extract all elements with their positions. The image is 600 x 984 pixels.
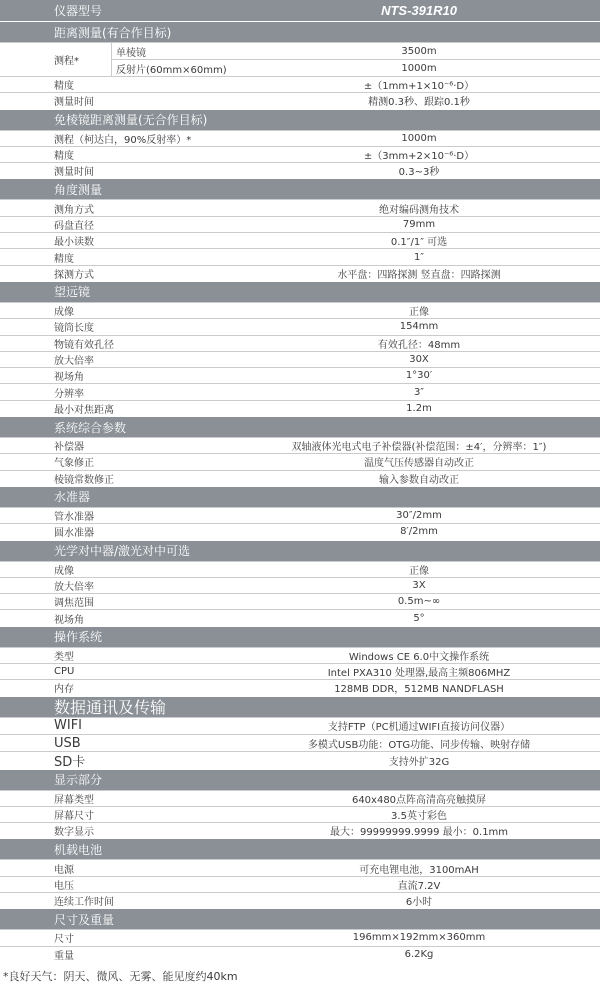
spec-row <box>0 199 600 215</box>
section-title: 系统综合参数 <box>0 416 600 437</box>
spec-label: 精度 <box>54 253 74 265</box>
section-title: 望远镜 <box>0 281 600 302</box>
spec-value: 1″ <box>413 251 425 263</box>
spec-label: 精度 <box>54 151 74 163</box>
spec-row <box>0 335 600 351</box>
section-title: 机载电池 <box>0 838 600 859</box>
spec-value: 1°30′ <box>405 370 433 382</box>
spec-label: CPU <box>54 666 75 678</box>
spec-row <box>0 663 600 679</box>
spec-label: 气象修正 <box>54 458 94 470</box>
spec-row <box>0 577 600 593</box>
spec-value: 30X <box>409 354 429 365</box>
spec-value: 支持FTP（PC机通过WIFI直接访问仪器） <box>327 722 511 734</box>
spec-label: 码盘直径 <box>54 220 94 232</box>
spec-label: 视场角 <box>54 372 84 384</box>
spec-value: 196mm×192mm×360mm <box>352 932 486 944</box>
spec-label: 棱镜常数修正 <box>54 474 114 486</box>
spec-value: 最大：99999999.9999 最小：0.1mm <box>329 827 509 839</box>
spec-row <box>0 318 600 334</box>
range-sub-row <box>112 43 600 59</box>
spec-row <box>0 162 600 178</box>
range-sub-row <box>112 59 600 76</box>
spec-row <box>0 561 600 577</box>
spec-row <box>0 216 600 232</box>
spec-row <box>0 453 600 469</box>
section-title: 免棱镜距离测量(无合作目标) <box>0 109 600 130</box>
range-sub-label: 单棱镜 <box>116 47 146 59</box>
spec-value: 双轴液体光电式电子补偿器(补偿范围：±4′，分辨率：1″) <box>291 442 547 454</box>
spec-row <box>0 790 600 806</box>
spec-label: 放大倍率 <box>54 356 94 367</box>
spec-row <box>0 302 600 318</box>
spec-value: 3.5英寸彩色 <box>391 810 447 822</box>
spec-value: 6.2Kg <box>404 948 434 960</box>
spec-row <box>0 734 600 751</box>
spec-value: Windows CE 6.0中文操作系统 <box>348 651 490 663</box>
spec-row <box>0 892 600 908</box>
spec-row <box>0 400 600 416</box>
spec-label: 连续工作时间 <box>54 897 114 909</box>
spec-row <box>0 437 600 453</box>
spec-value: 多模式USB功能：OTG功能、同步传输、映射存储 <box>307 739 531 751</box>
spec-label: 测量时间 <box>54 167 94 179</box>
spec-row <box>0 929 600 945</box>
spec-label: 精度 <box>54 81 74 93</box>
spec-row <box>0 367 600 383</box>
spec-row <box>0 351 600 367</box>
spec-row <box>0 130 600 146</box>
spec-value: 精测0.3秒、跟踪0.1秒 <box>368 97 470 109</box>
spec-value: 1000m <box>401 132 437 144</box>
spec-label: 电压 <box>54 880 74 892</box>
spec-label: 测程（柯达白，90%反射率）* <box>54 134 192 146</box>
spec-row <box>0 265 600 281</box>
spec-value: 有效孔径：48mm <box>377 339 461 351</box>
spec-value: ±（3mm+2×10⁻⁶·D） <box>363 151 475 163</box>
spec-row <box>0 523 600 539</box>
section-title: 数据通讯及传输 <box>0 696 600 717</box>
spec-label: 最小对焦距离 <box>54 404 114 416</box>
spec-value: 79mm <box>402 218 436 230</box>
spec-row <box>0 876 600 892</box>
spec-label: 探测方式 <box>54 269 94 281</box>
spec-value: 8′/2mm <box>400 526 438 538</box>
spec-label: 放大倍率 <box>54 581 94 593</box>
spec-label: 测量时间 <box>54 97 94 109</box>
spec-label: 补偿器 <box>54 442 84 454</box>
spec-row <box>0 248 600 264</box>
range-label: 测程* <box>0 43 112 76</box>
spec-value: 0.5m~∞ <box>397 596 441 608</box>
spec-value: Intel PXA310 处理器,最高主频806MHZ <box>327 668 511 680</box>
spec-label: 分辨率 <box>54 388 84 400</box>
spec-row <box>0 717 600 734</box>
spec-value: 0.1″/1″ 可选 <box>390 237 448 249</box>
range-sub-value: 3500m <box>401 45 437 57</box>
model-label: 仪器型号 <box>54 4 103 18</box>
spec-value: 30″/2mm <box>396 510 442 522</box>
spec-row <box>0 507 600 523</box>
spec-label: USB <box>54 735 81 751</box>
spec-label: 调焦范围 <box>54 598 94 610</box>
spec-label: WIFI <box>54 718 82 734</box>
spec-label: 屏幕尺寸 <box>54 810 94 822</box>
spec-row <box>0 679 600 695</box>
spec-row <box>0 146 600 162</box>
spec-label: 物镜有效孔径 <box>54 339 114 351</box>
spec-row <box>0 822 600 838</box>
spec-label: 测角方式 <box>54 204 94 216</box>
spec-value: 1.2m <box>406 402 432 414</box>
spec-value: 正像 <box>409 565 429 577</box>
range-sub-rows <box>112 43 600 76</box>
section-title: 光学对中器/激光对中可选 <box>0 540 600 561</box>
spec-label: 尺寸 <box>54 934 74 946</box>
spec-value: 154mm <box>399 321 439 333</box>
range-sub-value: 1000m <box>401 62 437 74</box>
spec-value: 可充电锂电池，3100mAH <box>359 864 479 876</box>
spec-value: 温度气压传感器自动改正 <box>364 458 474 470</box>
spec-value: 128MB DDR，512MB NANDFLASH <box>334 684 504 696</box>
spec-value: 3″ <box>413 386 425 398</box>
section-title: 距离测量(有合作目标) <box>0 21 600 42</box>
spec-label: 最小读数 <box>54 237 94 249</box>
spec-value: 0.3~3秒 <box>398 167 440 179</box>
spec-label: 圆水准器 <box>54 528 94 540</box>
footnote: *良好天气：阴天、微风、无雾、能见度约40km <box>3 969 238 983</box>
spec-label: 视场角 <box>54 614 84 626</box>
spec-row <box>0 647 600 663</box>
spec-row <box>0 859 600 875</box>
spec-value: 输入参数自动改正 <box>379 474 459 486</box>
spec-row <box>0 593 600 609</box>
model-name: NTS-391R10 <box>381 3 457 18</box>
spec-row <box>0 76 600 92</box>
spec-label: 管水准器 <box>54 512 94 524</box>
spec-value: 正像 <box>409 307 429 319</box>
range-sub-label: 反射片(60mm×60mm) <box>116 64 227 76</box>
section-title: 水准器 <box>0 486 600 507</box>
spec-label: 类型 <box>54 651 74 663</box>
spec-value: ±（1mm+1×10⁻⁶·D） <box>363 81 475 93</box>
spec-value: 绝对编码测角技术 <box>379 204 459 216</box>
spec-value: 3X <box>412 579 426 591</box>
spec-row <box>0 806 600 822</box>
spec-label: 内存 <box>54 684 74 696</box>
spec-row <box>0 946 600 962</box>
spec-row <box>0 92 600 108</box>
spec-value: 直流7.2V <box>397 880 441 892</box>
section-title: 显示部分 <box>0 769 600 790</box>
spec-row <box>0 751 600 768</box>
spec-value: 5° <box>413 612 425 624</box>
spec-label: 数字显示 <box>54 827 94 839</box>
spec-value: 640x480点阵高清高亮触摸屏 <box>351 794 487 806</box>
spec-row <box>0 609 600 625</box>
spec-row <box>0 383 600 399</box>
spec-label: 重量 <box>54 950 74 962</box>
spec-row <box>0 232 600 248</box>
spec-label: 成像 <box>54 307 74 319</box>
spec-label: 成像 <box>54 565 74 577</box>
range-row <box>0 42 600 76</box>
spec-value: 6小时 <box>405 897 433 909</box>
model-header <box>0 0 600 21</box>
spec-row <box>0 470 600 486</box>
spec-label: 镜筒长度 <box>54 323 94 335</box>
spec-label: 电源 <box>54 864 74 876</box>
section-title: 尺寸及重量 <box>0 908 600 929</box>
spec-label: SD卡 <box>54 754 86 770</box>
spec-value: 水平盘：四路探测 竖直盘：四路探测 <box>337 269 501 281</box>
spec-value: 支持外扩32G <box>388 756 450 768</box>
section-title: 操作系统 <box>0 626 600 647</box>
spec-label: 屏幕类型 <box>54 794 94 806</box>
section-title: 角度测量 <box>0 178 600 199</box>
